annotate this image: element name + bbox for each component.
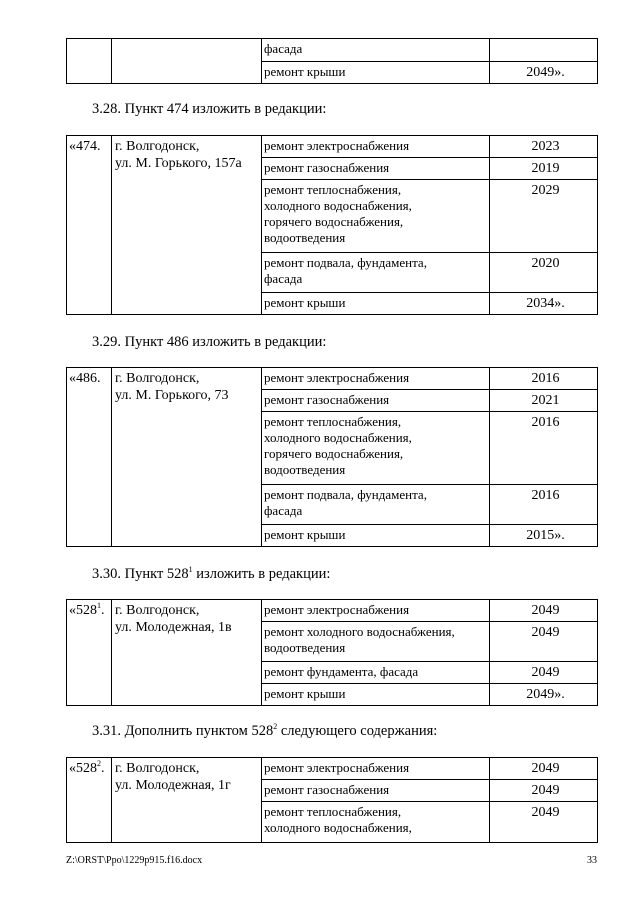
work-line: холодного водоснабжения, bbox=[264, 430, 412, 445]
work-line: холодного водоснабжения, bbox=[264, 198, 412, 213]
table-row bbox=[67, 39, 598, 62]
work-cell bbox=[262, 622, 490, 662]
work-cell: ремонт газоснабжения bbox=[262, 158, 490, 180]
work-line: фасада bbox=[264, 503, 303, 518]
heading-text: 3.31. Дополнить пунктом 528 bbox=[92, 723, 274, 739]
work-cell: ремонт крыши bbox=[262, 62, 490, 84]
footer-page-number: 33 bbox=[587, 855, 597, 866]
year-cell: 2049 bbox=[490, 780, 598, 802]
section-heading-3-30 bbox=[92, 565, 330, 583]
year-cell: 2049 bbox=[490, 802, 598, 843]
work-line: водоотведения bbox=[264, 230, 346, 245]
work-cell bbox=[262, 802, 490, 843]
year-cell: 2049 bbox=[490, 758, 598, 780]
address-city: г. Волгодонск, bbox=[115, 603, 200, 618]
work-cell bbox=[262, 253, 490, 293]
section-heading-3-28: 3.28. Пункт 474 изложить в редакции: bbox=[92, 101, 327, 117]
heading-text: изложить в редакции: bbox=[192, 566, 331, 582]
work-line: горячего водоснабжения, bbox=[264, 214, 404, 229]
work-line: ремонт подвала, фундамента, bbox=[264, 255, 427, 270]
heading-superscript: 2 bbox=[273, 722, 278, 731]
table-item-474 bbox=[66, 135, 598, 315]
year-cell: 2049 bbox=[490, 622, 598, 662]
work-cell: фасада bbox=[262, 39, 490, 62]
work-cell: ремонт электроснабжения bbox=[262, 758, 490, 780]
address-cell bbox=[112, 136, 262, 315]
address-street: ул. М. Горького, 73 bbox=[115, 388, 229, 403]
heading-superscript: 1 bbox=[188, 565, 193, 574]
work-cell: ремонт электроснабжения bbox=[262, 136, 490, 158]
work-cell: ремонт крыши bbox=[262, 293, 490, 315]
year-cell: 2023 bbox=[490, 136, 598, 158]
year-cell: 2049 bbox=[490, 662, 598, 684]
year-cell: 2016 bbox=[490, 368, 598, 390]
address-street: ул. Молодежная, 1в bbox=[115, 620, 232, 635]
work-line: водоотведения bbox=[264, 640, 346, 655]
work-cell bbox=[262, 180, 490, 253]
year-cell: 2021 bbox=[490, 390, 598, 412]
table-row bbox=[67, 368, 598, 390]
table-item-486 bbox=[66, 367, 598, 547]
year-cell: 2016 bbox=[490, 485, 598, 525]
year-cell: 2049». bbox=[490, 62, 598, 84]
year-cell bbox=[490, 39, 598, 62]
work-cell bbox=[262, 412, 490, 485]
heading-text: 3.30. Пункт 528 bbox=[92, 566, 189, 582]
table-row bbox=[67, 758, 598, 780]
work-cell bbox=[262, 485, 490, 525]
work-line: ремонт теплоснабжения, bbox=[264, 804, 402, 819]
work-cell: ремонт электроснабжения bbox=[262, 600, 490, 622]
item-number-cell: «486. bbox=[67, 368, 112, 547]
work-cell: ремонт крыши bbox=[262, 684, 490, 706]
work-line: ремонт теплоснабжения, bbox=[264, 182, 402, 197]
item-number: «528 bbox=[69, 761, 97, 776]
work-line: фасада bbox=[264, 271, 303, 286]
work-line: горячего водоснабжения, bbox=[264, 446, 404, 461]
year-cell: 2020 bbox=[490, 253, 598, 293]
item-dot: . bbox=[101, 761, 105, 776]
item-number-cell bbox=[67, 600, 112, 706]
address-cell bbox=[112, 368, 262, 547]
work-cell: ремонт крыши bbox=[262, 525, 490, 547]
year-cell: 2029 bbox=[490, 180, 598, 253]
address-street: ул. Молодежная, 1г bbox=[115, 778, 231, 793]
table-continuation bbox=[66, 38, 598, 84]
address-city: г. Волгодонск, bbox=[115, 761, 200, 776]
table-item-528-2 bbox=[66, 757, 598, 843]
work-line: холодного водоснабжения, bbox=[264, 820, 412, 835]
item-superscript: 1 bbox=[97, 601, 101, 610]
work-line: ремонт подвала, фундамента, bbox=[264, 487, 427, 502]
item-number-cell: «474. bbox=[67, 136, 112, 315]
year-cell: 2019 bbox=[490, 158, 598, 180]
item-number-cell bbox=[67, 758, 112, 843]
address-city: г. Волгодонск, bbox=[115, 371, 200, 386]
work-line: ремонт холодного водоснабжения, bbox=[264, 624, 455, 639]
work-cell: ремонт газоснабжения bbox=[262, 390, 490, 412]
work-cell: ремонт фундамента, фасада bbox=[262, 662, 490, 684]
address-cell bbox=[112, 600, 262, 706]
year-cell: 2015». bbox=[490, 525, 598, 547]
table-row bbox=[67, 136, 598, 158]
address-cell bbox=[112, 39, 262, 84]
footer-file-path: Z:\ORST\Ppo\1229p915.f16.docx bbox=[66, 855, 203, 866]
section-heading-3-31 bbox=[92, 722, 437, 740]
address-street: ул. М. Горького, 157а bbox=[115, 156, 242, 171]
work-line: ремонт теплоснабжения, bbox=[264, 414, 402, 429]
work-cell: ремонт электроснабжения bbox=[262, 368, 490, 390]
table-item-528-1 bbox=[66, 599, 598, 706]
work-cell: ремонт газоснабжения bbox=[262, 780, 490, 802]
work-line: водоотведения bbox=[264, 462, 346, 477]
item-dot: . bbox=[101, 603, 105, 618]
item-superscript: 2 bbox=[97, 759, 101, 768]
year-cell: 2034». bbox=[490, 293, 598, 315]
year-cell: 2016 bbox=[490, 412, 598, 485]
address-city: г. Волгодонск, bbox=[115, 139, 200, 154]
heading-text: следующего содержания: bbox=[277, 723, 438, 739]
item-number: «528 bbox=[69, 603, 97, 618]
year-cell: 2049 bbox=[490, 600, 598, 622]
section-heading-3-29: 3.29. Пункт 486 изложить в редакции: bbox=[92, 334, 327, 350]
year-cell: 2049». bbox=[490, 684, 598, 706]
table-row bbox=[67, 600, 598, 622]
address-cell bbox=[112, 758, 262, 843]
item-number-cell bbox=[67, 39, 112, 84]
